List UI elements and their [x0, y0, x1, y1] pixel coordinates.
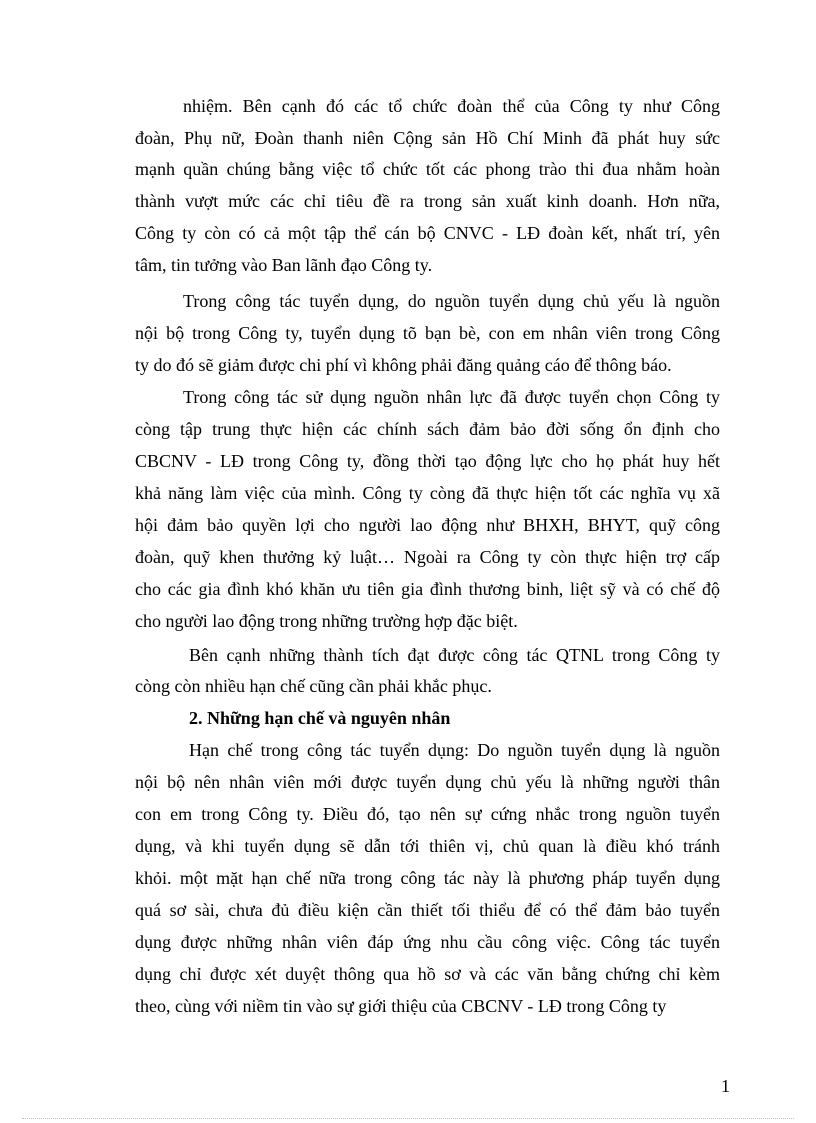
text-line: ty do đó sẽ giảm được chi phí vì không phải đăng quảng cáo để thông báo. [135, 355, 672, 375]
text-line: dụng chỉ được xét duyệt thông qua hồ sơ và các văn bằng chứng chỉ kèm [135, 964, 720, 984]
text-line: nội bộ trong Công ty, tuyển dụng tõ bạn bè, con em nhân viên trong Công [135, 323, 720, 343]
text-line: khả năng làm việc của mình. Công ty còng đã thực hiện tốt các nghĩa vụ xã [135, 483, 720, 503]
text-line: cho các gia đình khó khăn ưu tiên gia đình thương binh, liệt sỹ và có chế độ [135, 579, 720, 599]
text-line: dụng được những nhân viên đáp ứng nhu cầu công việc. Công tác tuyển [135, 932, 720, 952]
text-line: Trong công tác sử dụng nguồn nhân lực đã được tuyển chọn Công ty [183, 387, 720, 407]
text-line: khỏi. một mặt hạn chế nữa trong công tác này là phương pháp tuyển dụng [135, 868, 720, 888]
page-number: 1 [721, 1076, 730, 1096]
text-line: theo, cùng với niềm tin vào sự giới thiệu của CBCNV - LĐ trong Công ty [135, 996, 667, 1016]
text-line: quá sơ sài, chưa đủ điều kiện cần thiết tối thiểu để có thể đảm bảo tuyển [135, 900, 720, 920]
footer-divider [22, 1118, 794, 1119]
text-line: CBCNV - LĐ trong Công ty, đồng thời tạo động lực cho họ phát huy hết [135, 451, 720, 471]
text-line: đoàn, Phụ nữ, Đoàn thanh niên Cộng sản Hồ Chí Minh đã phát huy sức [135, 128, 720, 148]
text-line: thành vượt mức các chỉ tiêu đề ra trong sản xuất kinh doanh. Hơn nữa, [135, 191, 720, 211]
text-line: Trong công tác tuyển dụng, do nguồn tuyển dụng chủ yếu là nguồn [183, 291, 720, 311]
text-line: hội đảm bảo quyền lợi cho người lao động như BHXH, BHYT, quỹ công [135, 515, 720, 535]
section-heading: 2. Những hạn chế và nguyên nhân [189, 708, 451, 728]
text-line: Công ty còn có cả một tập thể cán bộ CNVC - LĐ đoàn kết, nhất trí, yên [135, 223, 720, 243]
text-line: cho người lao động trong những trường hợp đặc biệt. [135, 611, 518, 631]
text-line: đoàn, quỹ khen thưởng kỷ luật… Ngoài ra Công ty còn thực hiện trợ cấp [135, 547, 720, 567]
text-line: Hạn chế trong công tác tuyển dụng: Do nguồn tuyển dụng là nguồn [189, 740, 720, 760]
text-line: mạnh quần chúng bằng việc tổ chức tốt các phong trào thi đua nhằm hoàn [135, 159, 720, 179]
text-line: nội bộ nên nhân viên mới được tuyển dụng chủ yếu là những người thân [135, 772, 720, 792]
text-line: Bên cạnh những thành tích đạt được công tác QTNL trong Công ty [189, 645, 720, 665]
text-line: tâm, tin tưởng vào Ban lãnh đạo Công ty. [135, 255, 433, 275]
text-line: con em trong Công ty. Điều đó, tạo nên sự cứng nhắc trong nguồn tuyển [135, 804, 720, 824]
text-line: dụng, và khi tuyển dụng sẽ dẫn tới thiên vị, chủ quan là điều khó tránh [135, 836, 720, 856]
text-line: nhiệm. Bên cạnh đó các tổ chức đoàn thể của Công ty như Công [183, 96, 720, 116]
text-line: còng còn nhiều hạn chế cũng cần phải khắc phục. [135, 676, 492, 696]
text-line: còng tập trung thực hiện các chính sách đảm bảo đời sống ổn định cho [135, 419, 720, 439]
